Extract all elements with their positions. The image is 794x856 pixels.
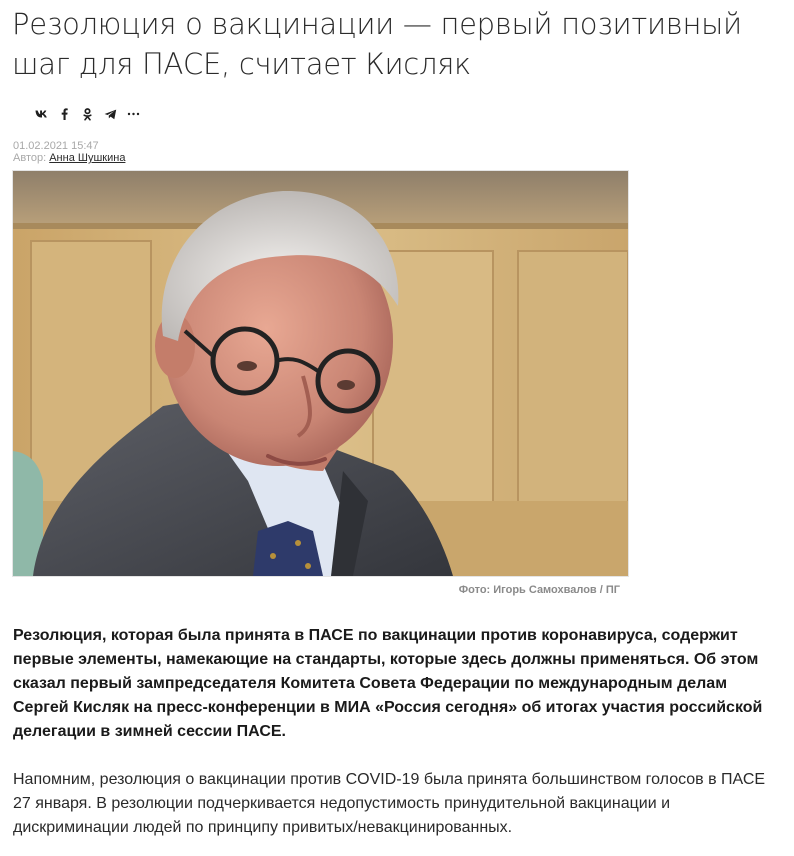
facebook-icon[interactable]	[57, 104, 71, 124]
author-link[interactable]: Анна Шушкина	[49, 152, 126, 164]
vk-icon[interactable]	[34, 104, 48, 124]
author-line	[13, 152, 125, 164]
article-photo	[13, 171, 628, 576]
article-meta	[13, 140, 125, 164]
article-title: Резолюция о вакцинации — первый позитивный шаг для ПАСЕ, считает Кисляк	[12, 7, 742, 81]
more-icon[interactable]	[126, 104, 140, 124]
photo-caption: Фото: Игорь Самохвалов / ПГ	[458, 584, 620, 596]
author-label: Автор:	[13, 152, 47, 164]
telegram-icon[interactable]	[103, 104, 117, 124]
article-lead: Резолюция, которая была принята в ПАСЕ по вакцинации против коронавируса, содержит первые элементы, намекающие на стандарты, которые здесь должны применяться. Об этом сказал первый зампредседателя Комитета Совета Федерации по международным делам Сергей Кисляк на пресс-конференции в МИА «Россия сегодня» об итогах участия российской делегации в зимней сессии ПАСЕ.	[13, 627, 763, 740]
article-paragraph: Напомним, резолюция о вакцинации против COVID-19 была принята большинством голосов в ПАСЕ 27 января. В резолюции подчеркивается недопустимость принудительной вакцинации и дискриминации людей по принципу привитых/невакцинированных.	[13, 771, 766, 836]
share-bar	[34, 104, 140, 124]
odnoklassniki-icon[interactable]	[80, 104, 94, 124]
publish-date: 01.02.2021 15:47	[13, 140, 99, 152]
